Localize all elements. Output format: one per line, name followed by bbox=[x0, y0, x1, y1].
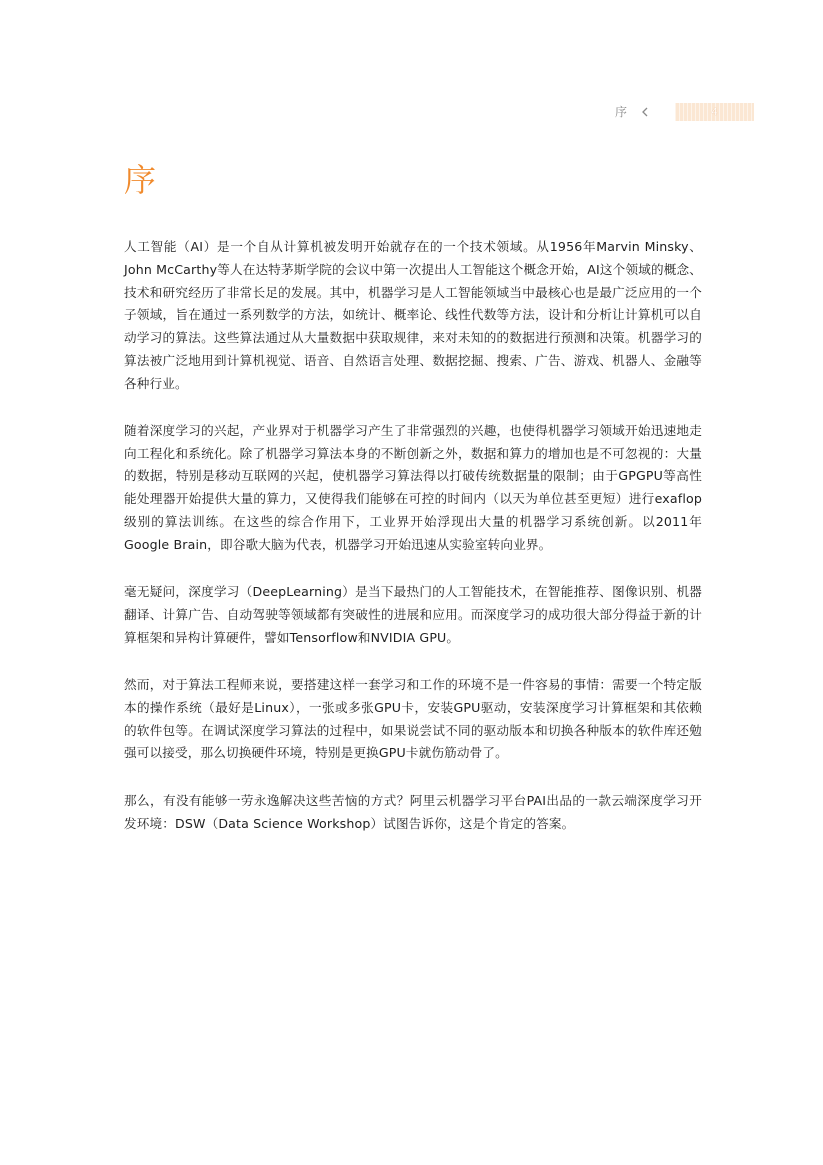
page-header bbox=[615, 103, 754, 121]
paragraph-4: 然而，对于算法工程师来说，要搭建这样一套学习和工作的环境不是一件容易的事情：需要一个特定版本的操作系统（最好是Linux），一张或多张GPU卡，安装GPU驱动，安装深度学习计算框架和其依赖的软件包等。在调试深度学习算法的过程中，如果说尝试不同的驱动版本和切换各种版本的软件库还勉强可以接受，那么切换硬件环境，特别是更换GPU卡就伤筋动骨了。 bbox=[124, 677, 702, 761]
page-title: 序 bbox=[124, 161, 157, 199]
header-section-label: 序 bbox=[614, 105, 627, 119]
chevron-left-icon[interactable] bbox=[639, 103, 651, 121]
paragraph-3: 毫无疑问，深度学习（DeepLearning）是当下最热门的人工智能技术，在智能推荐、图像识别、机器翻译、计算广告、自动驾驶等领域都有突破性的进展和应用。而深度学习的成功很大部分得益于新的计算框架和异构计算硬件，譬如Tensorflow和NVIDIA GPU。 bbox=[124, 584, 702, 645]
body-text bbox=[124, 236, 702, 860]
paragraph-5: 那么，有没有能够一劳永逸解决这些苦恼的方式？阿里云机器学习平台PAI出品的一款云端深度学习开发环境：DSW（Data Science Workshop）试图告诉你，这是个肯定的答案。 bbox=[124, 792, 702, 831]
page-number-badge bbox=[675, 103, 754, 121]
page-number: 4 bbox=[711, 106, 718, 118]
paragraph-2: 随着深度学习的兴起，产业界对于机器学习产生了非常强烈的兴趣，也使得机器学习领域开始迅速地走向工程化和系统化。除了机器学习算法本身的不断创新之外，数据和算力的增加也是不可忽视的：大量的数据，特别是移动互联网的兴起，使机器学习算法得以打破传统数据量的限制；由于GPGPU等高性能处理器开始提供大量的算力，又使得我们能够在可控的时间内（以天为单位甚至更短）进行exaflop级别的算法训练。在这些的综合作用下，工业界开始浮现出大量的机器学习系统创新。以2011年Google Brain，即谷歌大脑为代表，机器学习开始迅速从实验室转向业界。 bbox=[124, 422, 702, 552]
paragraph-1: 人工智能（AI）是一个自从计算机被发明开始就存在的一个技术领域。从1956年Marvin Minsky、John McCarthy等人在达特茅斯学院的会议中第一次提出人工智能这个概念开始，AI这个领域的概念、技术和研究经历了非常长足的发展。其中，机器学习是人工智能领域当中最核心也是最广泛应用的一个子领域，旨在通过一系列数学的方法，如统计、概率论、线性代数等方法，设计和分析让计算机可以自动学习的算法。这些算法通过从大量数据中获取规律，来对未知的的数据进行预测和决策。机器学习的算法被广泛地用到计算机视觉、语音、自然语言处理、数据挖掘、搜索、广告、游戏、机器人、金融等各种行业。 bbox=[124, 239, 702, 391]
